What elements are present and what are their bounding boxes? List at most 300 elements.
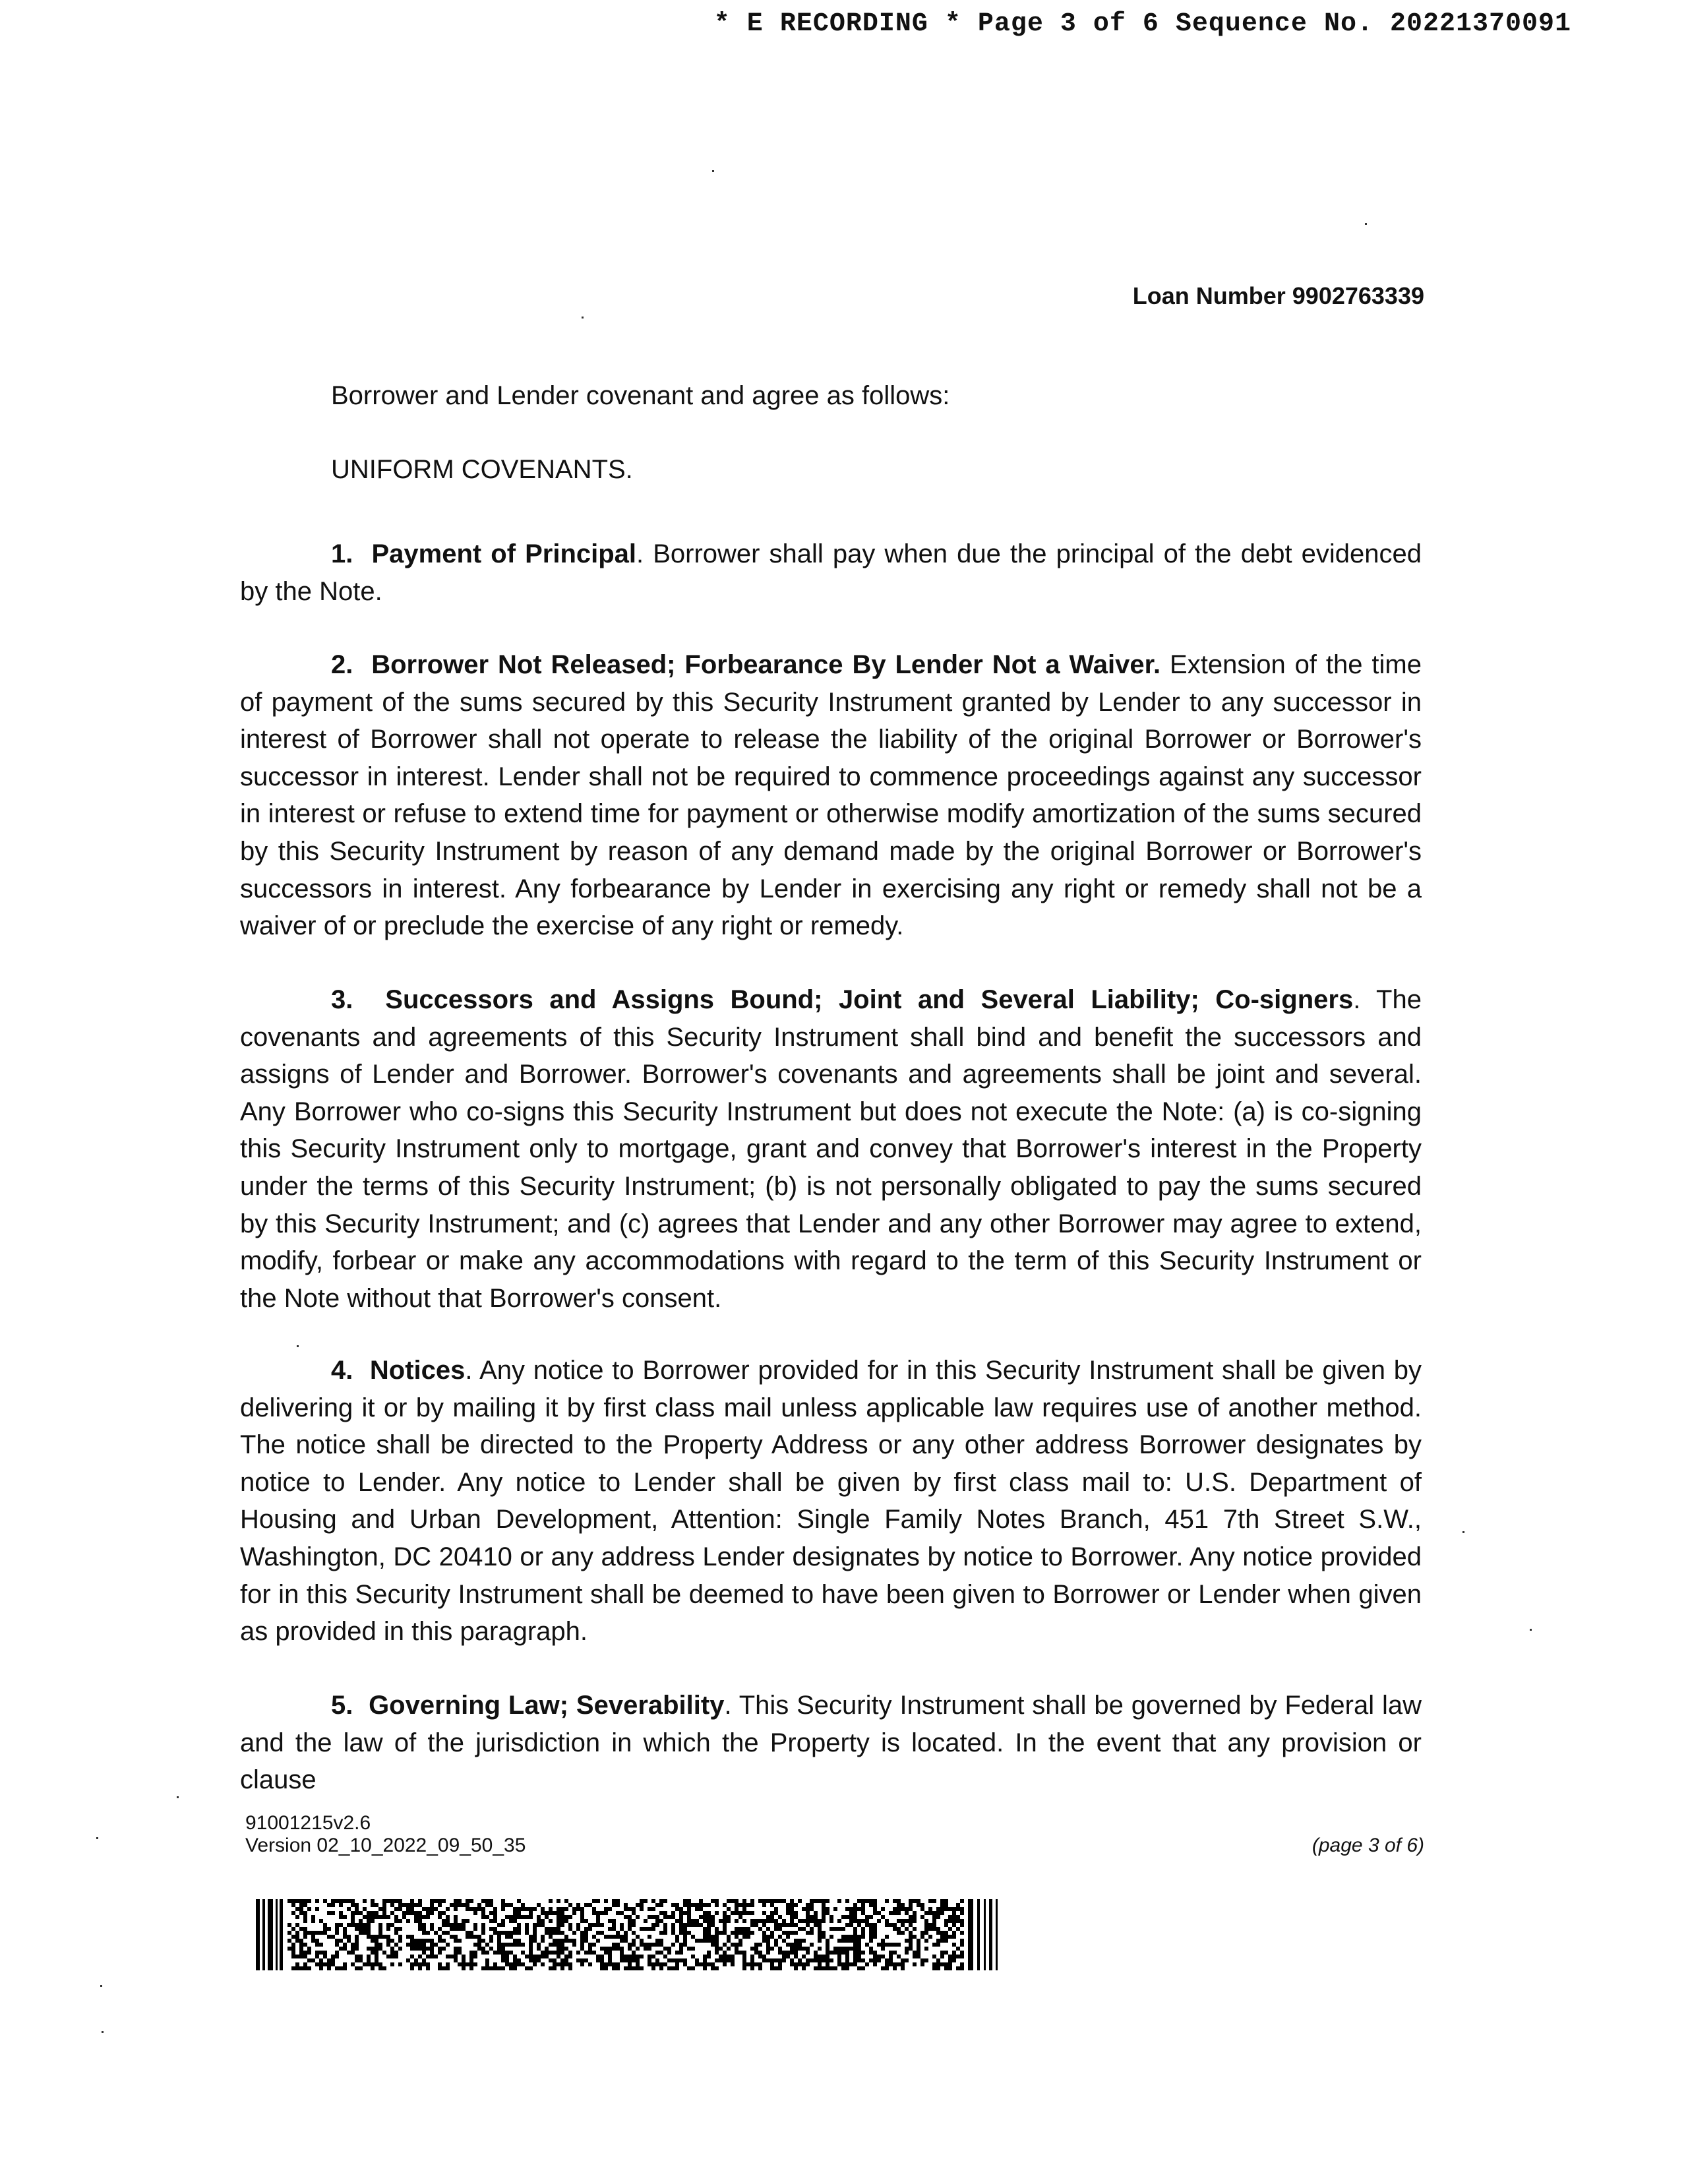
barcode-module	[406, 1935, 410, 1939]
barcode-module	[481, 1899, 485, 1903]
barcode-module	[699, 1907, 703, 1911]
barcode-module	[371, 1899, 375, 1903]
barcode-module	[430, 1939, 434, 1943]
barcode-module	[663, 1931, 667, 1935]
barcode-module	[715, 1931, 719, 1935]
barcode-module	[861, 1919, 865, 1923]
barcode-module	[750, 1947, 754, 1951]
barcode-module	[707, 1923, 711, 1927]
barcode-module	[371, 1919, 375, 1923]
barcode-module	[469, 1899, 473, 1903]
barcode-module	[608, 1951, 612, 1955]
barcode-module	[905, 1927, 909, 1931]
barcode-module	[822, 1907, 826, 1911]
barcode-module	[723, 1955, 727, 1958]
barcode-module	[952, 1935, 956, 1939]
barcode-module	[612, 1966, 616, 1970]
barcode-module	[572, 1931, 576, 1935]
barcode-module	[738, 1943, 742, 1947]
barcode-module	[505, 1962, 509, 1966]
paragraph-3	[240, 981, 1422, 1317]
barcode-module	[956, 1927, 960, 1931]
barcode-module	[742, 1931, 746, 1935]
barcode-module	[679, 1943, 683, 1947]
barcode-module	[873, 1923, 877, 1927]
barcode-module	[517, 1911, 521, 1915]
barcode-module	[727, 1907, 731, 1911]
barcode-module	[398, 1947, 402, 1951]
barcode-module	[438, 1962, 442, 1966]
barcode-module	[715, 1899, 719, 1903]
barcode-module	[596, 1931, 600, 1935]
barcode-module	[612, 1899, 616, 1903]
barcode-module	[485, 1899, 489, 1903]
barcode-module	[426, 1915, 430, 1919]
barcode-module	[576, 1903, 580, 1907]
barcode-module	[861, 1931, 865, 1935]
barcode-module	[663, 1911, 667, 1915]
barcode-module	[612, 1927, 616, 1931]
barcode-module	[339, 1947, 343, 1951]
barcode-module	[778, 1951, 782, 1955]
barcode-module	[742, 1911, 746, 1915]
barcode-module	[936, 1962, 940, 1966]
barcode-module	[410, 1966, 414, 1970]
barcode-module	[600, 1955, 604, 1958]
barcode-module	[386, 1935, 390, 1939]
barcode-module	[287, 1939, 291, 1943]
barcode-module	[889, 1951, 893, 1955]
barcode-module	[505, 1955, 509, 1958]
barcode-module	[477, 1907, 481, 1911]
barcode-module	[727, 1935, 731, 1939]
barcode-module	[430, 1947, 434, 1951]
barcode-module	[901, 1931, 905, 1935]
barcode-module	[311, 1958, 315, 1962]
barcode-module	[719, 1947, 723, 1951]
barcode-module	[568, 1955, 572, 1958]
barcode-module	[671, 1915, 675, 1919]
barcode-module	[802, 1966, 806, 1970]
barcode-module	[814, 1923, 818, 1927]
barcode-module	[798, 1958, 802, 1962]
barcode-module	[707, 1915, 711, 1919]
barcode-module	[675, 1958, 679, 1962]
barcode-module	[446, 1907, 450, 1911]
barcode-module	[920, 1958, 924, 1962]
barcode-module	[865, 1899, 869, 1903]
barcode-module	[418, 1903, 422, 1907]
barcode-module	[303, 1962, 307, 1966]
barcode-module	[469, 1955, 473, 1958]
barcode-module	[738, 1931, 742, 1935]
barcode-module	[826, 1907, 829, 1911]
barcode-module	[513, 1958, 517, 1962]
barcode-module	[375, 1939, 378, 1943]
barcode-module	[632, 1923, 636, 1927]
barcode-module	[604, 1951, 608, 1955]
barcode-module	[517, 1927, 521, 1931]
barcode-module	[849, 1947, 853, 1951]
barcode-module	[624, 1915, 628, 1919]
barcode-module	[450, 1955, 454, 1958]
barcode-module	[936, 1927, 940, 1931]
barcode-module	[758, 1966, 762, 1970]
barcode-module	[430, 1955, 434, 1958]
barcode-module	[865, 1962, 869, 1966]
paragraph-2-text: Extension of the time of payment of the sums secured by this Security Instrument granted by Lender to any successor in interest of Borrower shall not operate to release the liability of the original Borrower or Borrower's successor in interest. Lender shall not be required to commence proceedings against any successor in interest or refuse to extend time for payment or otherwise modify amortization of the sums secured by this Security Instrument by reason of any demand made by the original Borrower or Borrower's successors in interest. Any forbearance by Lender in exercising any right or remedy shall not be a waiver of or preclude the exercise of any right or remedy.	[240, 650, 1422, 941]
barcode-module	[545, 1927, 549, 1931]
barcode-module	[707, 1955, 711, 1958]
barcode-module	[406, 1919, 410, 1923]
barcode-module	[806, 1962, 810, 1966]
barcode-module	[770, 1935, 774, 1939]
barcode-module	[497, 1951, 501, 1955]
barcode-module	[489, 1911, 493, 1915]
barcode-module	[454, 1958, 458, 1962]
barcode-module	[687, 1923, 691, 1927]
barcode-module	[371, 1962, 375, 1966]
barcode-module	[355, 1966, 359, 1970]
barcode-module	[762, 1939, 766, 1943]
barcode-module	[861, 1935, 865, 1939]
barcode-module	[291, 1955, 295, 1958]
barcode-module	[640, 1943, 644, 1947]
barcode-module	[315, 1907, 319, 1911]
barcode-module	[307, 1947, 311, 1951]
barcode-module	[616, 1947, 620, 1951]
barcode-module	[727, 1899, 731, 1903]
barcode-module	[497, 1935, 501, 1939]
barcode-module	[339, 1903, 343, 1907]
barcode-module	[766, 1947, 770, 1951]
barcode-module	[881, 1955, 885, 1958]
barcode-module	[826, 1947, 829, 1951]
barcode-module	[557, 1931, 560, 1935]
barcode-module	[557, 1915, 560, 1919]
barcode-module	[901, 1958, 905, 1962]
barcode-module	[822, 1915, 826, 1919]
barcode-module	[584, 1919, 588, 1923]
barcode-module	[549, 1899, 553, 1903]
barcode-module	[454, 1903, 458, 1907]
barcode-module	[806, 1903, 810, 1907]
barcode-module	[822, 1903, 826, 1907]
barcode-module	[469, 1962, 473, 1966]
barcode-module	[580, 1947, 584, 1951]
barcode-module	[410, 1955, 414, 1958]
barcode-module	[648, 1962, 651, 1966]
barcode-module	[600, 1911, 604, 1915]
barcode-module	[564, 1955, 568, 1958]
barcode-module	[501, 1947, 505, 1951]
barcode-module	[766, 1943, 770, 1947]
barcode-module	[458, 1899, 462, 1903]
barcode-module	[390, 1911, 394, 1915]
barcode-bars	[256, 1899, 283, 1970]
barcode-module	[446, 1931, 450, 1935]
barcode-module	[703, 1962, 707, 1966]
barcode-module	[505, 1931, 509, 1935]
barcode-module	[853, 1907, 857, 1911]
barcode-module	[719, 1958, 723, 1962]
barcode-module	[746, 1931, 750, 1935]
barcode-module	[790, 1919, 794, 1923]
barcode-module	[398, 1935, 402, 1939]
barcode-module	[335, 1951, 339, 1955]
barcode-module	[375, 1903, 378, 1907]
barcode-module	[584, 1935, 588, 1939]
barcode-module	[378, 1915, 382, 1919]
barcode-module	[897, 1931, 901, 1935]
barcode-module	[382, 1903, 386, 1907]
barcode-module	[624, 1935, 628, 1939]
barcode-module	[754, 1947, 758, 1951]
barcode-module	[857, 1923, 861, 1927]
barcode-module	[905, 1947, 909, 1951]
barcode-module	[932, 1943, 936, 1947]
scan-speck	[1365, 223, 1367, 225]
barcode-module	[604, 1947, 608, 1951]
barcode-module	[323, 1951, 327, 1955]
barcode-module	[481, 1911, 485, 1915]
barcode-module	[675, 1951, 679, 1955]
barcode-module	[525, 1923, 529, 1927]
barcode-module	[782, 1899, 786, 1903]
barcode-module	[699, 1903, 703, 1907]
barcode-module	[588, 1923, 592, 1927]
barcode-module	[588, 1903, 592, 1907]
barcode-module	[378, 1927, 382, 1931]
barcode-module	[932, 1919, 936, 1923]
barcode-module	[628, 1927, 632, 1931]
barcode-module	[339, 1966, 343, 1970]
barcode-module	[501, 1899, 505, 1903]
barcode-module	[359, 1919, 363, 1923]
barcode-module	[893, 1923, 897, 1927]
barcode-module	[501, 1943, 505, 1947]
barcode-module	[371, 1939, 375, 1943]
barcode-module	[466, 1931, 469, 1935]
barcode-module	[853, 1947, 857, 1951]
barcode-module	[948, 1962, 952, 1966]
barcode-module	[335, 1899, 339, 1903]
barcode-module	[489, 1899, 493, 1903]
barcode-module	[533, 1927, 537, 1931]
barcode-module	[659, 1962, 663, 1966]
barcode-module	[640, 1966, 644, 1970]
barcode-module	[735, 1951, 738, 1955]
barcode-module	[632, 1907, 636, 1911]
barcode-module	[679, 1923, 683, 1927]
barcode-module	[723, 1927, 727, 1931]
barcode-module	[418, 1923, 422, 1927]
barcode-module	[960, 1955, 964, 1958]
barcode-module	[932, 1915, 936, 1919]
barcode-module	[398, 1927, 402, 1931]
barcode-module	[683, 1962, 687, 1966]
paragraph-5-heading: Governing Law; Severability	[369, 1691, 725, 1720]
barcode-module	[707, 1935, 711, 1939]
barcode-module	[331, 1899, 335, 1903]
barcode-module	[742, 1903, 746, 1907]
barcode-module	[323, 1927, 327, 1931]
barcode-module	[580, 1915, 584, 1919]
barcode-module	[331, 1911, 335, 1915]
barcode-module	[758, 1962, 762, 1966]
barcode-module	[822, 1911, 826, 1915]
barcode-module	[509, 1903, 513, 1907]
barcode-module	[557, 1947, 560, 1951]
barcode-module	[853, 1919, 857, 1923]
barcode-module	[944, 1931, 948, 1935]
barcode-module	[509, 1915, 513, 1919]
barcode-module	[557, 1899, 560, 1903]
barcode-module	[466, 1935, 469, 1939]
barcode-module	[287, 1931, 291, 1935]
barcode-module	[738, 1915, 742, 1919]
barcode-module	[853, 1943, 857, 1947]
barcode-module	[363, 1962, 367, 1966]
barcode-module	[671, 1958, 675, 1962]
barcode-module	[628, 1966, 632, 1970]
barcode-module	[481, 1951, 485, 1955]
barcode-module	[616, 1899, 620, 1903]
barcode-module	[612, 1903, 616, 1907]
barcode-module	[774, 1966, 778, 1970]
barcode-module	[687, 1947, 691, 1951]
barcode-module	[861, 1927, 865, 1931]
barcode-module	[375, 1911, 378, 1915]
barcode-module	[529, 1911, 533, 1915]
barcode-module	[687, 1903, 691, 1907]
barcode-module	[735, 1931, 738, 1935]
barcode-module	[624, 1939, 628, 1943]
barcode-module	[513, 1939, 517, 1943]
barcode-module	[683, 1935, 687, 1939]
barcode-module	[691, 1919, 695, 1923]
barcode-module	[355, 1935, 359, 1939]
barcode-module	[818, 1939, 822, 1943]
barcode-module	[533, 1962, 537, 1966]
barcode-module	[738, 1951, 742, 1955]
barcode-module	[711, 1899, 715, 1903]
barcode-module	[936, 1915, 940, 1919]
barcode-module	[920, 1962, 924, 1966]
barcode-module	[426, 1966, 430, 1970]
barcode-module	[331, 1955, 335, 1958]
barcode-module	[651, 1943, 655, 1947]
barcode-module	[810, 1915, 814, 1919]
barcode-module	[913, 1899, 917, 1903]
barcode-module	[920, 1907, 924, 1911]
barcode-module	[648, 1958, 651, 1962]
barcode-module	[754, 1943, 758, 1947]
barcode-module	[426, 1931, 430, 1935]
barcode-module	[580, 1962, 584, 1966]
barcode-module	[612, 1947, 616, 1951]
barcode-module	[557, 1923, 560, 1927]
barcode-module	[454, 1935, 458, 1939]
barcode-module	[901, 1919, 905, 1923]
barcode-module	[398, 1962, 402, 1966]
barcode-module	[663, 1899, 667, 1903]
barcode-module	[707, 1927, 711, 1931]
barcode-module	[897, 1899, 901, 1903]
barcode-module	[319, 1958, 323, 1962]
barcode-module	[766, 1958, 770, 1962]
barcode-module	[940, 1939, 944, 1943]
barcode-module	[592, 1899, 596, 1903]
barcode-module	[913, 1919, 917, 1923]
barcode-module	[378, 1935, 382, 1939]
barcode-module	[960, 1966, 964, 1970]
barcode-module	[608, 1927, 612, 1931]
barcode-module	[371, 1966, 375, 1970]
barcode-module	[438, 1927, 442, 1931]
barcode-module	[580, 1958, 584, 1962]
barcode-module	[517, 1907, 521, 1911]
barcode-module	[299, 1927, 303, 1931]
barcode-module	[386, 1915, 390, 1919]
barcode-module	[295, 1915, 299, 1919]
barcode-module	[390, 1955, 394, 1958]
barcode-module	[414, 1958, 418, 1962]
barcode-module	[837, 1919, 841, 1923]
barcode-module	[628, 1958, 632, 1962]
barcode-module	[782, 1951, 786, 1955]
barcode-module	[873, 1962, 877, 1966]
barcode-module	[778, 1935, 782, 1939]
barcode-module	[845, 1966, 849, 1970]
barcode-module	[845, 1923, 849, 1927]
barcode-module	[802, 1919, 806, 1923]
barcode-module	[303, 1915, 307, 1919]
barcode-module	[553, 1931, 557, 1935]
barcode-module	[390, 1923, 394, 1927]
barcode-module	[311, 1919, 315, 1923]
barcode-module	[770, 1899, 774, 1903]
barcode-module	[616, 1935, 620, 1939]
barcode-module	[905, 1911, 909, 1915]
barcode-module	[636, 1915, 640, 1919]
barcode-module	[806, 1923, 810, 1927]
barcode-module	[837, 1947, 841, 1951]
barcode-module	[513, 1955, 517, 1958]
barcode-module	[952, 1911, 956, 1915]
barcode-module	[826, 1943, 829, 1947]
barcode-module	[367, 1955, 371, 1958]
barcode-module	[481, 1927, 485, 1931]
barcode-module	[865, 1923, 869, 1927]
barcode-module	[822, 1966, 826, 1970]
barcode-module	[683, 1903, 687, 1907]
barcode-module	[790, 1958, 794, 1962]
barcode-module	[917, 1947, 920, 1951]
barcode-module	[845, 1935, 849, 1939]
barcode-module	[667, 1966, 671, 1970]
barcode-module	[865, 1915, 869, 1919]
barcode-module	[501, 1907, 505, 1911]
barcode-module	[572, 1943, 576, 1947]
barcode-module	[386, 1923, 390, 1927]
barcode-module	[600, 1923, 604, 1927]
barcode-module	[703, 1935, 707, 1939]
barcode-module	[715, 1958, 719, 1962]
barcode-module	[529, 1947, 533, 1951]
barcode-module	[632, 1931, 636, 1935]
barcode-module	[426, 1907, 430, 1911]
